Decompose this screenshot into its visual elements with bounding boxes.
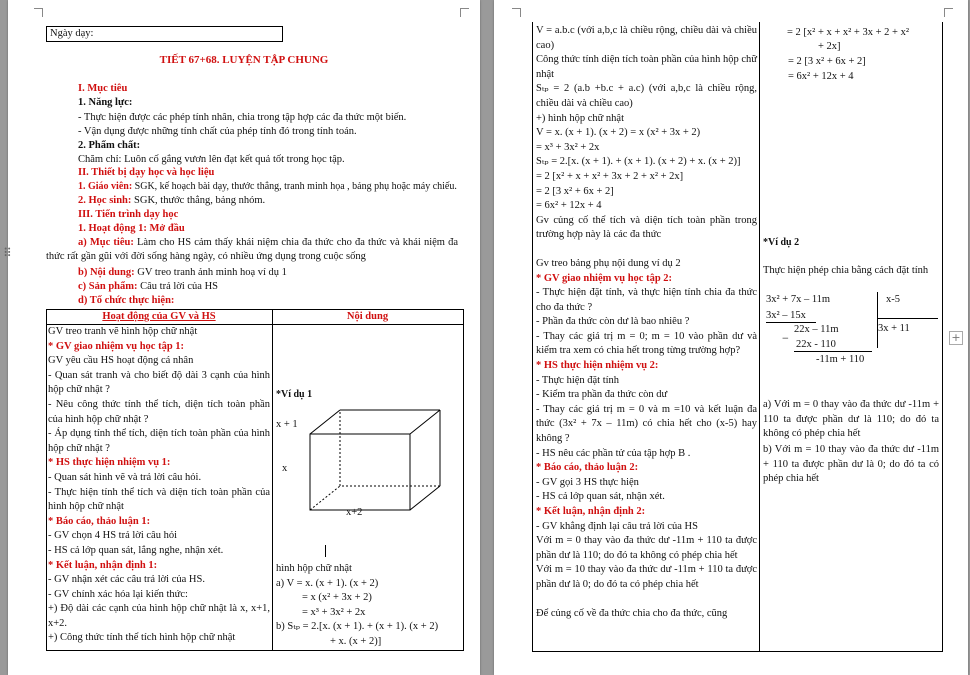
- activity-column: [536, 24, 757, 621]
- date-label: Ngày dạy:: [50, 28, 94, 39]
- product-text: Câu trả lời của HS: [137, 281, 219, 292]
- teacher-label: 1. Giáo viên:: [78, 181, 133, 192]
- step-heading: * HS thực hiện nhiệm vụ 1:: [48, 457, 171, 469]
- example-1-label: *Ví dụ 1: [276, 389, 313, 400]
- text-line: Với m = 10 thay vào đa thức dư -11m + 110 ta được phần dư là 0; do đó ta có phép chia hết: [536, 564, 757, 590]
- corner-mark: [34, 8, 43, 17]
- content-column: [276, 562, 462, 650]
- text-line: +) Độ dài các cạnh của hình hộp chữ nhật là x, x+1, x+2.: [48, 603, 270, 629]
- lesson-title: TIẾT 67+68. LUYỆN TẬP CHUNG: [159, 54, 329, 66]
- document-page-2: [494, 0, 968, 675]
- division-subtrahend-2: 22x - 110: [796, 339, 836, 350]
- step-heading: * Báo cáo, thảo luận 2:: [536, 462, 639, 474]
- text-line: - Áp dụng tính thể tích, diện tích toàn phần của hình hộp chữ nhật ?: [48, 428, 270, 454]
- corner-mark: [512, 8, 521, 17]
- box-edge: [410, 410, 440, 434]
- answer-b: b) Với m = 10 thay vào đa thức dư -11m + 110 ta được phần dư là 0; do đó ta có phép chia hết: [763, 444, 939, 485]
- text-line: - HS cả lớp quan sát, lắng nghe, nhận xét.: [48, 544, 224, 556]
- text-line: - HS cả lớp quan sát, nhận xét.: [536, 491, 665, 503]
- box-front-face: [310, 434, 410, 510]
- box-hidden-edge: [310, 486, 340, 510]
- division-quotient: 3x + 11: [878, 323, 910, 334]
- student-equipment: [78, 194, 265, 208]
- section-process: III. Tiến trình dạy học: [78, 209, 179, 220]
- text-line: - Quan sát tranh và cho biết độ dài 3 cạnh của hình hộp chữ nhật ?: [48, 369, 270, 396]
- text-line: - GV khẳng định lại câu trả lời của HS: [536, 520, 698, 532]
- organize-label: d) Tổ chức thực hiện:: [78, 295, 175, 306]
- text-line: V = a.b.c (với a,b,c là chiều rộng, chiều dài và chiều cao): [536, 25, 757, 51]
- text-line: Với m = 0 thay vào đa thức dư -11m + 110 ta được phần dư là 110; do đó ta không có phép chia hết: [536, 535, 757, 561]
- content-label: b) Nội dung:: [78, 267, 135, 278]
- content-text: GV treo tranh ảnh minh hoạ ví dụ 1: [134, 267, 287, 278]
- document-page-1: [3, 0, 480, 675]
- text-line: Sₜₚ = 2 (a.b +b.c + a.c) (với a,b,c là chiều rộng, chiều dài và chiều cao): [536, 83, 757, 109]
- text-line: [536, 593, 757, 607]
- text-line: - Thực hiện đặt tính: [536, 374, 620, 386]
- text-line: = x (x² + 3x + 2): [302, 592, 372, 604]
- text-line: - HS nêu các phần tử của tập hợp B .: [536, 447, 691, 459]
- objective-line: - Vận dụng được những tính chất của phép tính đó trong tính toán.: [78, 126, 357, 137]
- example-2-label: *Ví dụ 2: [763, 237, 800, 248]
- text-line: - Kiểm tra phần đa thức còn dư: [536, 389, 668, 401]
- text-line: - GV nhận xét các câu trả lời của HS.: [48, 574, 205, 586]
- table-border: [532, 22, 533, 652]
- step-heading: * Kết luận, nhận định 1:: [48, 559, 158, 571]
- box-edge: [410, 486, 440, 510]
- example-2-prompt: Thực hiện phép chia bằng cách đặt tính: [763, 265, 929, 276]
- division-dividend: 3x² + 7x – 11m: [766, 294, 831, 305]
- step-heading: * HS thực hiện nhiệm vụ 2:: [536, 360, 659, 372]
- step-heading: * GV giao nhiệm vụ học tập 2:: [536, 272, 673, 284]
- activity-column: [48, 325, 270, 646]
- text-line: - Thay các giá trị m = 0 và m =10 và kết luận đa thức (3x² + 7x – 11m) có chia hết cho (x-5) hay không ?: [536, 403, 757, 445]
- text-line: + x. (x + 2)]: [330, 635, 382, 647]
- corner-mark: [460, 8, 469, 17]
- text-line: +) Công thức tính thể tích hình hộp chữ nhật: [48, 632, 236, 644]
- table-border: [46, 309, 47, 651]
- table-header-activity: Hoạt động của GV và HS: [102, 311, 216, 322]
- box-edge: [310, 410, 340, 434]
- table-border: [942, 22, 943, 652]
- text-line: - GV chọn 4 HS trả lời câu hỏi: [48, 530, 178, 542]
- table-header-content: Nội dung: [346, 311, 389, 322]
- text-line: +) hình hộp chữ nhật: [536, 112, 625, 124]
- teacher-equipment: [78, 180, 457, 194]
- division-subtrahend-1: 3x² – 15x: [766, 310, 806, 321]
- corner-mark: [944, 8, 953, 17]
- text-line: = 6x² + 12x + 4: [536, 200, 602, 212]
- text-line: Gv củng cố thể tích và diện tích toàn phần trong trường hợp này là các đa thức: [536, 214, 757, 241]
- text-line: b) Sₜₚ = 2.[x. (x + 1). + (x + 1). (x + 2): [276, 621, 439, 633]
- text-line: = x³ + 3x² + 2x: [302, 606, 366, 618]
- table-border: [46, 650, 463, 651]
- text-line: GV yêu cầu HS hoạt động cá nhân: [48, 355, 194, 367]
- text-line: - Quan sát hình vẽ và trả lời câu hỏi.: [48, 471, 202, 483]
- text-cursor: [325, 545, 326, 557]
- math-line: = 6x² + 12x + 4: [788, 71, 854, 82]
- activity-1-heading: 1. Hoạt động 1: Mở đầu: [78, 223, 185, 234]
- heading-competence: 1. Năng lực:: [78, 97, 133, 108]
- answer-a: a) Với m = 0 thay vào đa thức dư -11m + 110 ta được phần dư là 110; do đó ta không có phép chia hết: [763, 399, 939, 440]
- text-line: Sₜₚ = 2.[x. (x + 1). + (x + 1). (x + 2) + x. (x + 2)]: [536, 156, 741, 168]
- text-line: V = x. (x + 1). (x + 2) = x (x² + 3x + 2): [536, 127, 701, 139]
- text-line: [536, 243, 757, 257]
- add-row-button[interactable]: +: [949, 331, 963, 345]
- goal-text: Làm cho HS cảm thấy khái niệm chia đa thức cho đa thức và khái niệm đa thức rất gần gũi với đời sống hàng ngày, có nhiều ứng dụng trong cuộc sống: [46, 237, 458, 262]
- text-line: - Phần đa thức còn dư là bao nhiêu ?: [536, 316, 690, 328]
- math-line: + 2x]: [818, 41, 841, 52]
- math-line: = 2 [x² + x + x² + 3x + 2 + x²: [787, 27, 909, 38]
- step-heading: * GV giao nhiệm vụ học tập 1:: [48, 340, 185, 352]
- text-line: - GV gọi 3 HS thực hiện: [536, 476, 639, 488]
- text-line: hình hộp chữ nhật: [276, 563, 352, 574]
- content-line: [78, 266, 287, 280]
- product-line: [78, 280, 218, 294]
- text-line: - Thay các giá trị m = 0; m = 10 vào phần dư và kiểm tra xem có chia hết trong từng trường hợp?: [536, 330, 757, 357]
- drag-handle-icon[interactable]: ⠿: [3, 246, 12, 260]
- text-line: - Nêu công thức tính thể tích, diện tích toàn phần của hình hộp chữ nhật ?: [48, 398, 270, 425]
- text-line: Công thức tính diện tích toàn phần của hình hộp chữ nhật: [536, 54, 757, 80]
- product-label: c) Sản phẩm:: [78, 281, 138, 292]
- division-remainder-final: -11m + 110: [816, 354, 865, 365]
- text-line: = 2 [3 x² + 6x + 2]: [536, 185, 614, 197]
- section-objectives: I. Mục tiêu: [78, 83, 128, 94]
- objective-line: - Thực hiện được các phép tính nhân, chia trong tập hợp các đa thức một biến.: [78, 112, 407, 123]
- teacher-text: SGK, kế hoạch bài dạy, thước thẳng, tranh minh họa , bảng phụ hoặc máy chiếu.: [132, 181, 457, 192]
- student-text: SGK, thước thẳng, bảng nhóm.: [131, 195, 266, 206]
- minus-sign: −: [782, 331, 789, 345]
- division-bar: [877, 292, 878, 348]
- text-line: a) V = x. (x + 1). (x + 2): [276, 577, 379, 589]
- goal-label: a) Mục tiêu:: [78, 237, 134, 248]
- text-line: Để củng cố về đa thức chia cho đa thức, cũng: [536, 607, 728, 619]
- text-line: Gv treo bảng phụ nội dung ví dụ 2: [536, 257, 681, 269]
- text-line: - Thực hiện tính thể tích và diện tích toàn phần của hình hộp chữ nhật: [48, 486, 270, 513]
- division-rule: [794, 351, 872, 352]
- heading-quality: 2. Phẩm chất:: [78, 140, 141, 151]
- text-line: = 2 [x² + x + x² + 3x + 2 + x² + 2x]: [536, 170, 684, 182]
- table-border: [759, 22, 760, 652]
- date-field[interactable]: [46, 26, 283, 42]
- quality-line: Chăm chỉ: Luôn cố gắng vươn lên đạt kết quả tốt trong học tập.: [78, 154, 345, 165]
- step-heading: * Kết luận, nhận định 2:: [536, 506, 646, 517]
- text-line: GV treo tranh vẽ hình hộp chữ nhật: [48, 326, 198, 337]
- student-label: 2. Học sinh:: [78, 195, 132, 206]
- text-line: - GV chính xác hóa lại kiến thức:: [48, 588, 188, 600]
- division-divisor: x-5: [886, 294, 900, 305]
- text-line: - Thực hiện đặt tính, và thực hiện tính chia đa thức cho đa thức ?: [536, 287, 757, 313]
- math-line: = 2 [3 x² + 6x + 2]: [788, 56, 866, 67]
- section-equipment: II. Thiết bị dạy học và học liệu: [78, 167, 215, 178]
- box-label-length: x+2: [346, 507, 363, 518]
- step-heading: * Báo cáo, thảo luận 1:: [48, 515, 151, 527]
- division-remainder-1: 22x – 11m: [794, 324, 839, 335]
- division-quotient-line: [878, 318, 938, 319]
- box-figure: [270, 400, 470, 560]
- box-label-width: x + 1: [276, 419, 298, 430]
- box-label-height: x: [282, 463, 288, 474]
- text-line: = x³ + 3x² + 2x: [536, 141, 600, 153]
- goal-paragraph: [46, 236, 458, 264]
- table-border: [532, 651, 943, 652]
